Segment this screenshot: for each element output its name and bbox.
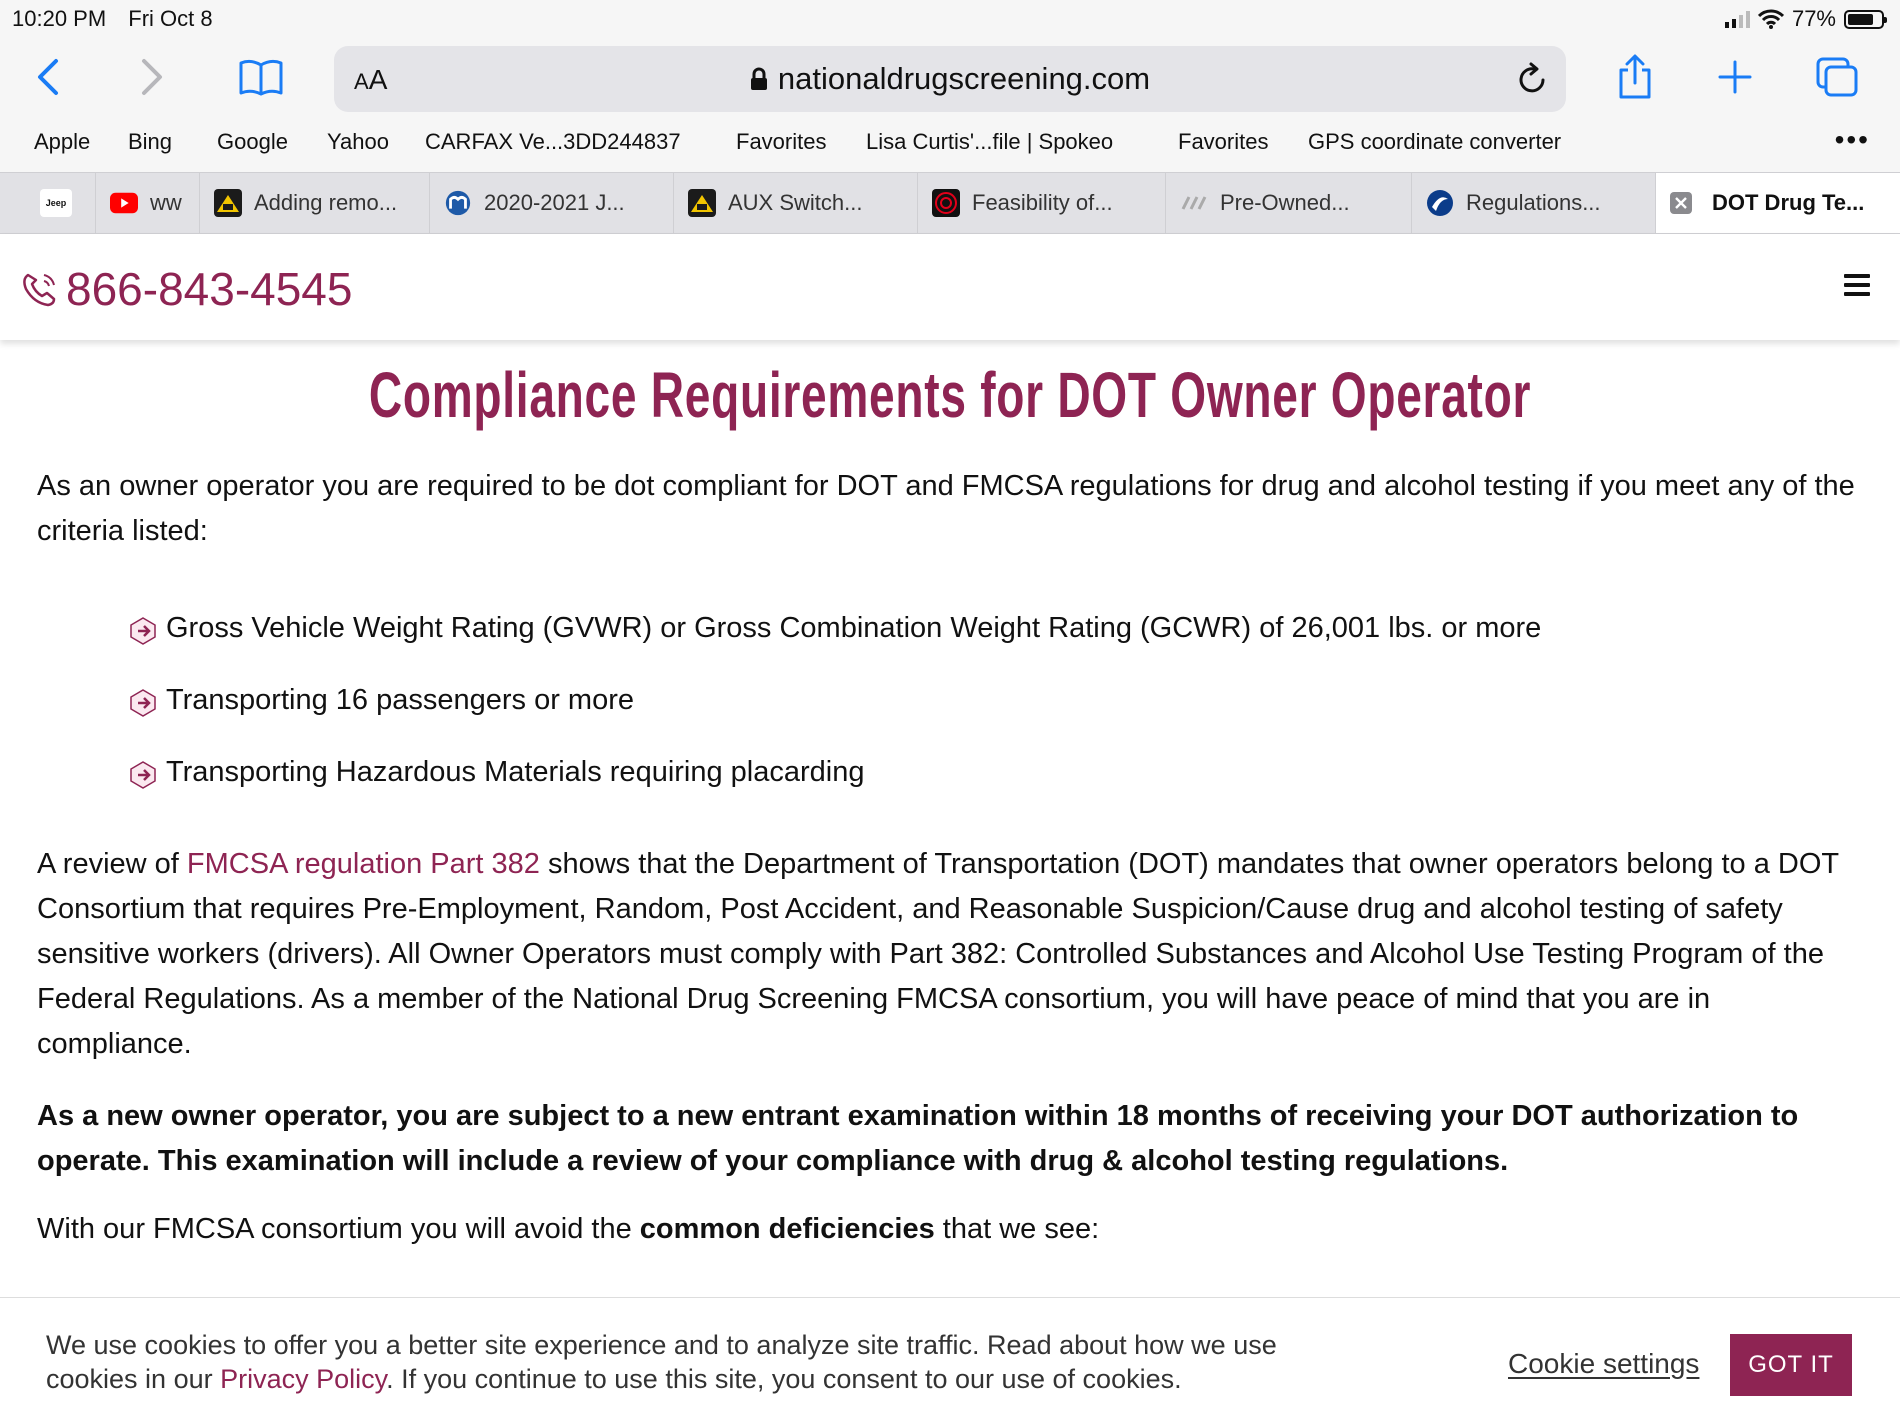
tab-2020-2021[interactable]: 2020-2021 J...: [430, 173, 674, 233]
jeep-favicon-icon: Jeep: [40, 189, 72, 217]
battery-icon: [1844, 10, 1884, 29]
wifi-icon: [1758, 9, 1784, 29]
favorites-more-button[interactable]: •••: [1834, 124, 1870, 155]
plus-icon: [1717, 59, 1753, 95]
address-bar[interactable]: [334, 46, 1566, 112]
target-favicon-icon: [932, 189, 960, 217]
list-item: Gross Vehicle Weight Rating (GVWR) or Gross Combination Weight Rating (GCWR) of 26,001 lbs. or more: [128, 612, 1541, 684]
forum-favicon-icon: [688, 189, 716, 217]
favorite-carfax[interactable]: CARFAX Ve...3DD244837: [425, 129, 681, 154]
tab-feasibility[interactable]: Feasibility of...: [918, 173, 1166, 233]
phone-number-link[interactable]: [18, 262, 352, 316]
reload-button[interactable]: [1516, 61, 1548, 100]
bookmarks-button[interactable]: [236, 52, 286, 102]
deficiencies-paragraph: With our FMCSA consortium you will avoid the common deficiencies that we see:: [37, 1213, 1100, 1245]
browser-toolbar: [0, 38, 1900, 118]
arrow-circle-bullet-icon: [128, 616, 158, 646]
forum-favicon-icon: [214, 189, 242, 217]
tab-pre-owned[interactable]: Pre-Owned...: [1166, 173, 1412, 233]
reload-icon: [1516, 61, 1548, 95]
list-item: Transporting 16 passengers or more: [128, 684, 1541, 756]
url-display[interactable]: [334, 61, 1566, 97]
intro-paragraph: As an owner operator you are required to be dot compliant for DOT and FMCSA regulations for drug and alcohol testing if you meet any of the criteria listed:: [37, 470, 1855, 547]
arrow-circle-bullet-icon: [128, 760, 158, 790]
favorites-bar: [0, 118, 1900, 172]
chevron-right-icon: [136, 57, 166, 97]
status-date: Fri Oct 8: [128, 6, 213, 31]
dot-favicon-icon: [1426, 189, 1454, 217]
chevron-left-icon: [34, 57, 64, 97]
favorite-google[interactable]: Google: [217, 129, 288, 154]
new-entrant-paragraph: As a new owner operator, you are subject to a new entrant examination within 18 months of receiving your DOT authorization to operate. This examination will include a review of your compliance with drug & alcohol testing regulations.: [37, 1100, 1799, 1177]
cookie-banner: [0, 1297, 1900, 1425]
url-text: nationaldrugscreening.com: [777, 61, 1151, 96]
favorite-spokeo[interactable]: Lisa Curtis'...file | Spokeo: [866, 129, 1114, 154]
youtube-favicon-icon: [110, 189, 138, 217]
tab-adding-remote[interactable]: Adding remo...: [200, 173, 430, 233]
list-item: Transporting Hazardous Materials requiring placarding: [128, 756, 1541, 828]
fmcsa-part-382-link[interactable]: FMCSA regulation Part 382: [186, 848, 540, 880]
tab-youtube[interactable]: ww: [96, 173, 200, 233]
tab-aux-switch[interactable]: AUX Switch...: [674, 173, 918, 233]
lock-icon: [750, 67, 768, 91]
favorite-bing[interactable]: Bing: [128, 129, 173, 154]
privacy-policy-link[interactable]: Privacy Policy: [220, 1364, 387, 1394]
forward-button[interactable]: [126, 52, 176, 102]
site-header: [0, 234, 1900, 340]
cellular-signal-icon: [1725, 10, 1750, 28]
share-button[interactable]: [1610, 52, 1660, 102]
battery-fill: [1848, 14, 1873, 25]
favorite-folder-2[interactable]: Favorites: [1178, 129, 1269, 154]
favorite-folder-1[interactable]: Favorites: [736, 129, 827, 154]
cookie-message: We use cookies to offer you a better site experience and to analyze site traffic. Read about how we use cookies in our Privacy Policy. If you continue to use this site, you consent to our use of cookies.: [46, 1330, 1277, 1394]
tab-bar: [0, 172, 1900, 234]
favorite-apple[interactable]: Apple: [34, 129, 91, 154]
status-time: 10:20 PM: [12, 6, 107, 31]
phone-icon: [18, 269, 60, 309]
phone-number: 866-843-4545: [66, 263, 353, 315]
mopar-favicon-icon: [444, 189, 472, 217]
open-book-icon: [238, 57, 284, 97]
reader-options-button[interactable]: AA: [354, 64, 388, 95]
favorite-gps[interactable]: GPS coordinate converter: [1308, 129, 1562, 154]
criteria-list: [128, 612, 1541, 828]
battery-percent: 77%: [1791, 6, 1836, 31]
share-icon: [1616, 54, 1654, 100]
dealer-favicon-icon: [1180, 189, 1208, 217]
page-title: Compliance Requirements for DOT Owner Operator: [368, 359, 1532, 431]
status-left: [12, 6, 229, 32]
regulation-paragraph: A review of FMCSA regulation Part 382 shows that the Department of Transportation (DOT) mandates that owner operators belong to a DOT Consortium that requires Pre-Employment, Random, Post Accident, and Reasonable Suspicion/Cause drug and alcohol testing of safety sensitive workers (drivers). All Owner Operators must comply with Part 382: Controlled Substances and Alcohol Use Testing Program of the Federal Regulations. As a member of the National Drug Screening FMCSA consortium, you will have peace of mind that you are in compliance.: [37, 848, 1839, 1060]
favorite-yahoo[interactable]: Yahoo: [327, 129, 389, 154]
status-bar: [0, 0, 1900, 38]
close-tab-icon[interactable]: [1670, 192, 1692, 214]
hamburger-menu-icon: [1844, 274, 1870, 278]
tab-overview-button[interactable]: [1812, 52, 1862, 102]
tab-regulations[interactable]: Regulations...: [1412, 173, 1656, 233]
menu-button[interactable]: [1844, 274, 1870, 298]
tab-jeep[interactable]: [34, 173, 96, 233]
new-tab-button[interactable]: [1710, 52, 1760, 102]
arrow-circle-bullet-icon: [128, 688, 158, 718]
back-button[interactable]: [24, 52, 74, 102]
status-right: [1725, 6, 1884, 32]
tab-dot-drug-testing[interactable]: DOT Drug Te...: [1656, 173, 1900, 233]
cookie-settings-link[interactable]: Cookie settings: [1508, 1348, 1700, 1379]
tabs-overview-icon: [1815, 56, 1859, 98]
accept-cookies-button[interactable]: GOT IT: [1730, 1334, 1852, 1396]
